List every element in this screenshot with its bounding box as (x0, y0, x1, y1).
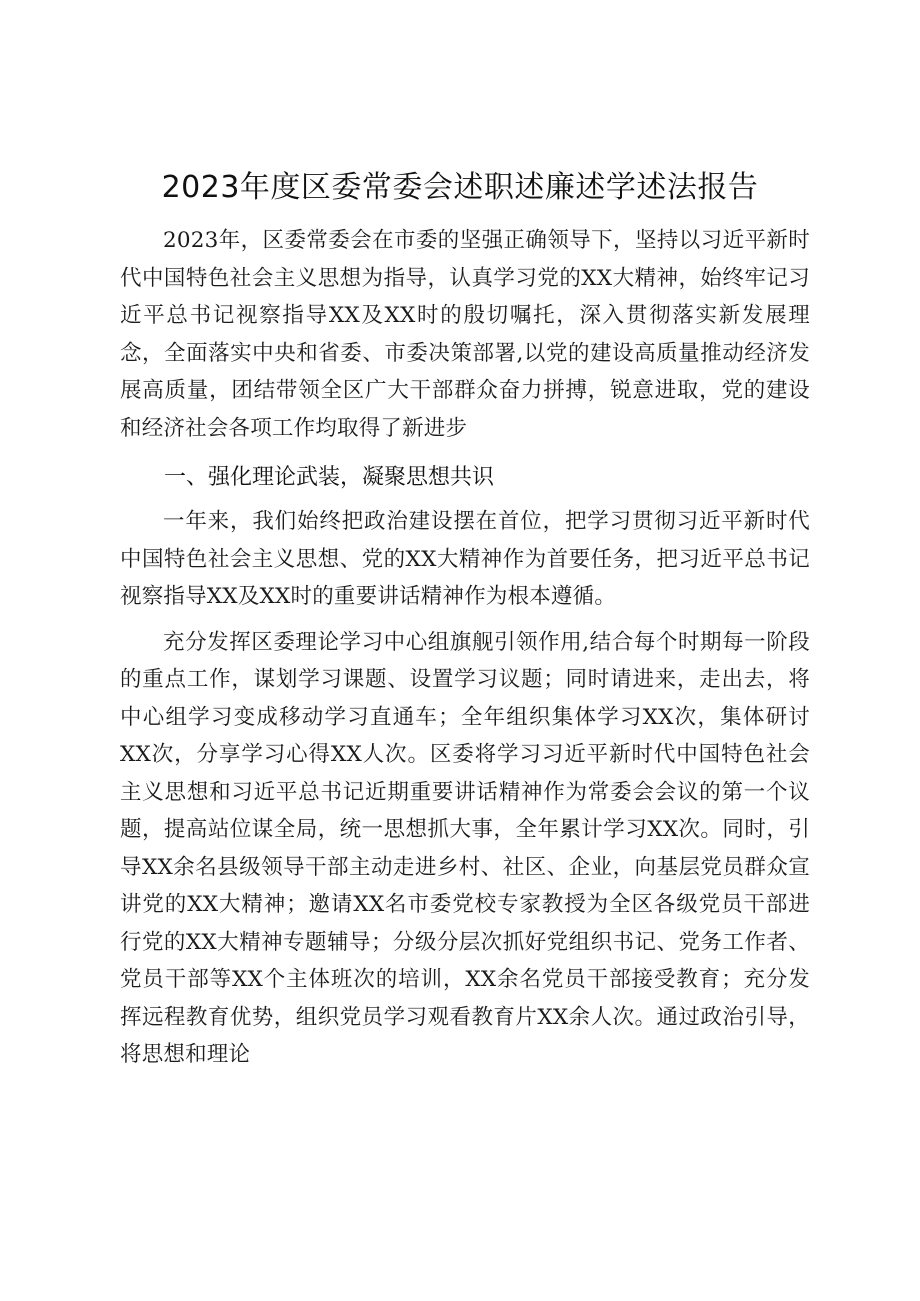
document-body (120, 222, 810, 1074)
document-title: 2023年度区委常委会述职述廉述学述法报告 (161, 170, 759, 205)
body-paragraph-intro: 2023年，区委常委会在市委的坚强正确领导下，坚持以习近平新时代中国特色社会主义思想为指导，认真学习党的XX大精神，始终牢记习近平总书记视察指导XX及XX时的殷切嘱托，深入贯彻落实新发展理念，全面落实中央和省委、市委决策部署,以党的建设高质量推动经济发展高质量，团结带领全区广大干部群众奋力拼搏，锐意进取，党的建设和经济社会各项工作均取得了新进步 (120, 228, 810, 441)
section-heading: 一、强化理论武装，凝聚思想共识 (164, 465, 495, 490)
body-paragraph-3: 充分发挥区委理论学习中心组旗舰引领作用,结合每个时期每一阶段的重点工作，谋划学习课题、设置学习议题；同时请进来，走出去，将中心组学习变成移动学习直通车；全年组织集体学习XX次，集体研讨XX次，分享学习心得XX人次。区委将学习习近平新时代中国特色社会主义思想和习近平总书记近期重要讲话精神作为常委会会议的第一个议题，提高站位谋全局，统一思想抓大事，全年累计学习XX次。同时，引导XX余名县级领导干部主动走进乡村、社区、企业，向基层党员群众宣讲党的XX大精神；邀请XX名市委党校专家教授为全区各级党员干部进行党的XX大精神专题辅导；分级分层次抓好党组织书记、党务工作者、党员干部等XX个主体班次的培训，XX余名党员干部接受教育；充分发挥远程教育优势，组织党员学习观看教育片XX余人次。通过政治引导，将思想和理论 (120, 629, 810, 1067)
body-paragraph-2: 一年来，我们始终把政治建设摆在首位，把学习贯彻习近平新时代中国特色社会主义思想、党的XX大精神作为首要任务，把习近平总书记视察指导XX及XX时的重要讲话精神作为根本遵循。 (120, 509, 810, 609)
